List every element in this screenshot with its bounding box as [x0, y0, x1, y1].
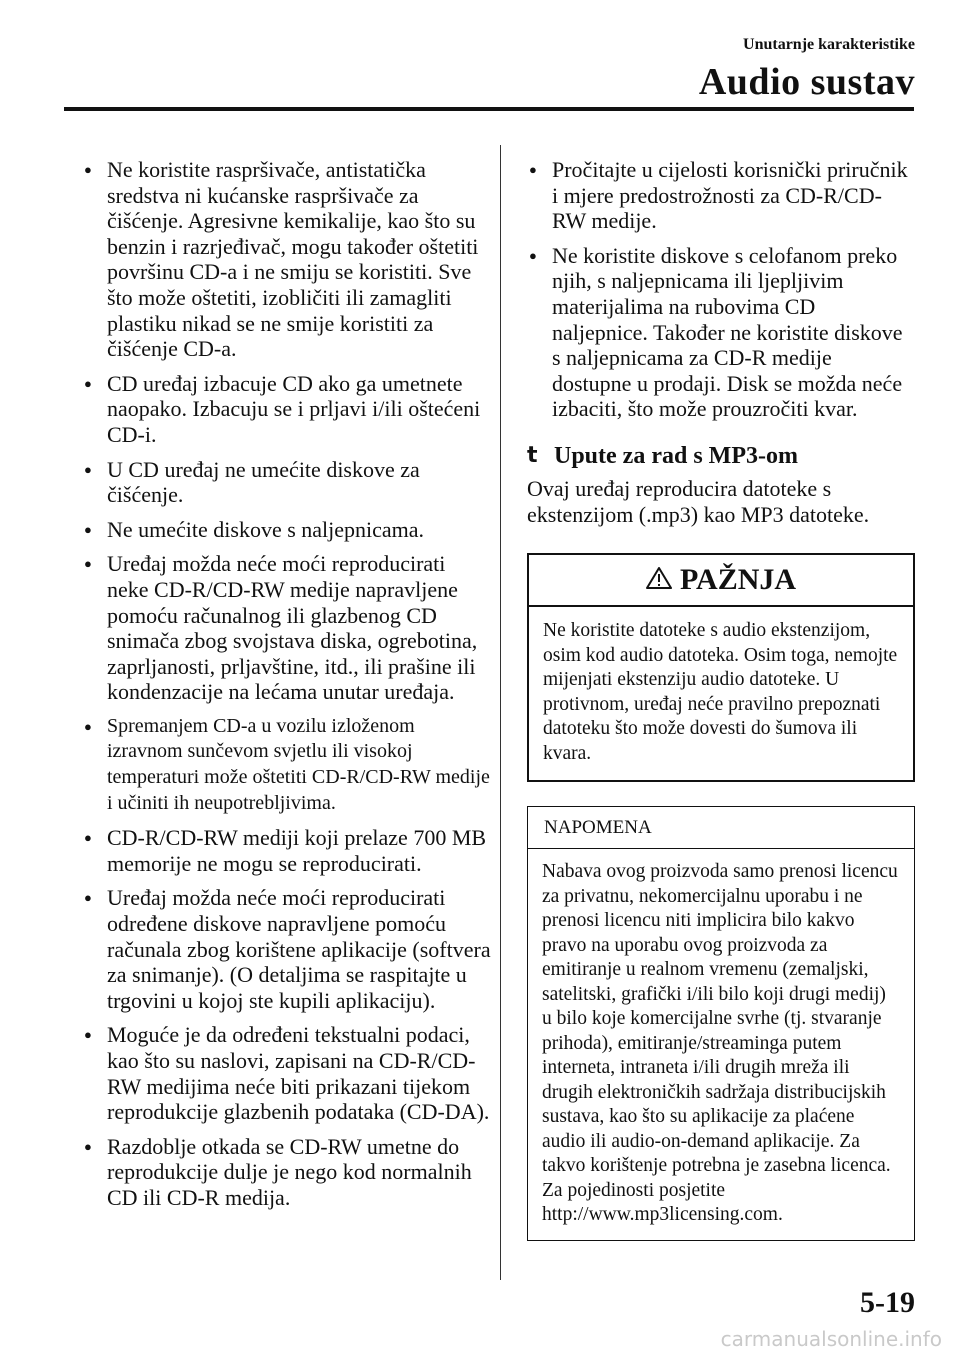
- list-item: ● Ne koristite diskove s celofanom preko njih, s naljepnicama ili ljepljivim materijalima na rubovima CD naljepnice. Također ne koristite diskove s naljepnicama za CD-R medije dostupne u prodaji. Disk se možda neće izbaciti, što može prouzročiti kvar.: [527, 243, 915, 422]
- note-body-container: [528, 849, 914, 1240]
- section-header-label: Unutarnje karakteristike: [743, 36, 915, 53]
- list-item: ● Ne koristite raspršivače, antistatička sredstva ni kućanske raspršivače za čišćenje. Agresivne kemikalije, kao što su benzin i razrjeđivač, mogu također oštetiti površinu CD-a i ne smiju se koristiti. Sve što može oštetiti, izobličiti ili zamagliti plastiku nikad se ne smije koristiti za čišćenje CD-a.: [82, 157, 492, 362]
- list-item: ● Spremanjem CD-a u vozilu izloženom izravnom sunčevom svjetlu ili visokoj temperaturi može oštetiti CD-R/CD-RW medije i učiniti ih neupotrebljivima.: [82, 714, 492, 816]
- list-item: ● CD uređaj izbacuje CD ako ga umetnete naopako. Izbacuju se i prljavi i/ili oštećeni CD-i.: [82, 371, 492, 448]
- left-bullet-list: [82, 157, 492, 1211]
- list-item: ● Pročitajte u cijelosti korisnički priručnik i mjere predostrožnosti za CD-R/CD-RW medije.: [527, 157, 915, 234]
- list-item: ● Uređaj možda neće moći reproducirati neke CD-R/CD-RW medije napravljene pomoću računalnog ili glazbenog CD snimača zbog svojstava diska, ogrebotina, zaprljanosti, prljavštine, itd., ili prašine ili kondenzacije na lećama unutar uređaja.: [82, 551, 492, 705]
- left-column: [82, 157, 492, 1220]
- header-rule: [64, 107, 914, 111]
- section-intro: Ovaj uređaj reproducira datoteke s ekstenzijom (.mp3) kao MP3 datoteke.: [527, 475, 870, 527]
- list-item: ● Ne umećite diskove s naljepnicama.: [82, 517, 492, 543]
- list-item: ● Uređaj možda neće moći reproducirati određene diskove napravljene pomoću računala zbog korištene aplikacije (softvera za snimanje). (O detaljima se raspitajte u trgovini u kojoj ste kupili aplikaciju).: [82, 885, 492, 1013]
- list-item: ● Moguće je da određeni tekstualni podaci, kao što su naslovi, zapisani na CD-R/CD-RW medijima neće biti prikazani tijekom reprodukcije glazbenih podataka (CD-DA).: [82, 1022, 492, 1124]
- column-divider: [500, 145, 501, 1280]
- watermark: carmanualsonline.info: [720, 1327, 942, 1351]
- caution-body: Ne koristite datoteke s audio ekstenzijom, osim kod audio datoteka. Osim toga, nemojte mijenjati ekstenziju audio datoteke. U protivnom, uređaj neće pravilno prepoznati datoteku što može dovesti do šumova ili kvara.: [543, 620, 898, 764]
- page-number: 5-19: [860, 1286, 915, 1319]
- note-link[interactable]: http://www.mp3licensing.com.: [542, 1204, 783, 1226]
- warning-triangle-icon: [646, 566, 672, 594]
- note-link-prefix: Za pojedinosti posjetite: [542, 1179, 726, 1201]
- list-item: ● U CD uređaj ne umećite diskove za čišćenje.: [82, 457, 492, 508]
- note-body: Nabava ovog proizvoda samo prenosi licencu za privatnu, nekomercijalnu uporabu i ne prenosi licencu niti implicira bilo kakvo pravo na uporabu ovog proizvoda za emitiranje u realnom vremenu (zemaljski, satelitski, grafički i/ili bilo koji drugi medij) u bilo koje komercijalne svrhe (tj. stvaranje prihoda), emitiranje/streaminga putem interneta, intraneta i/ili drugih mreža ili drugih elektroničkih sadržaja distribucijskih sustava, kao što su aplikacije za plaćene audio ili audio-on-demand aplikacije. Za takvo korištenje potrebna je zasebna licenca.: [542, 861, 898, 1177]
- list-item: ● CD-R/CD-RW mediji koji prelaze 700 MB memorije ne mogu se reproducirati.: [82, 825, 492, 876]
- right-bullet-list: [527, 157, 915, 422]
- page-title: Audio sustav: [698, 61, 915, 103]
- note-box: [527, 806, 915, 1241]
- caution-header: [529, 555, 913, 607]
- note-title: NAPOMENA: [528, 807, 914, 849]
- section-title: Upute za rad s MP3-om: [554, 442, 798, 469]
- right-column: [527, 157, 915, 1241]
- caution-box: [527, 553, 915, 782]
- list-item: ● Razdoblje otkada se CD-RW umetne do reprodukcije dulje je nego kod normalnih CD ili CD-R medija.: [82, 1134, 492, 1211]
- caution-title: PAŽNJA: [679, 563, 797, 597]
- section-heading: [527, 442, 915, 470]
- section-marker-icon: t: [527, 442, 538, 468]
